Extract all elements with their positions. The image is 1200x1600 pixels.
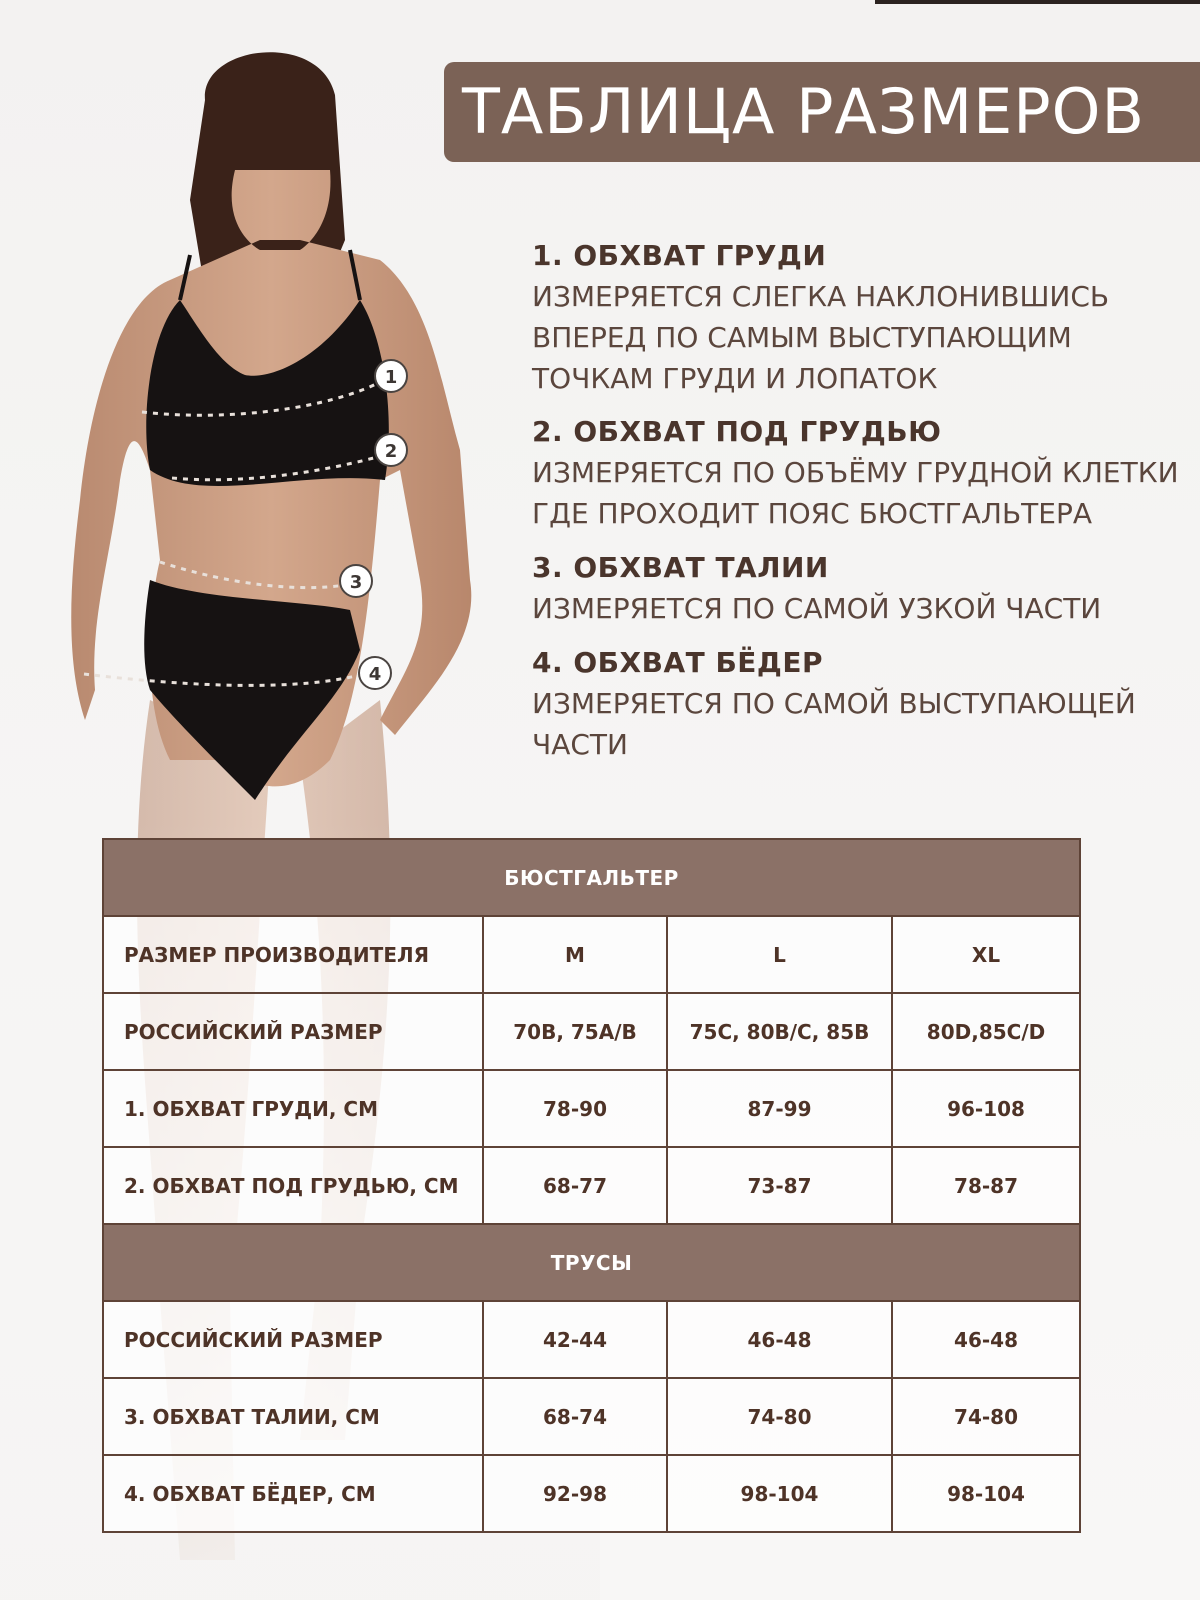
marker-2: 2 — [384, 441, 398, 462]
marker-3: 3 — [349, 572, 363, 593]
cell-value: 87-99 — [667, 1070, 892, 1147]
measure-heading: 3. ОБХВАТ ТАЛИИ — [532, 551, 829, 584]
cell-value: 74-80 — [892, 1378, 1080, 1455]
cell-value: 98-104 — [892, 1455, 1080, 1532]
section-title-bra: БЮСТГАЛЬТЕР — [103, 839, 1080, 916]
row-label: 3. ОБХВАТ ТАЛИИ, СМ — [103, 1378, 483, 1455]
row-label: 4. ОБХВАТ БЁДЕР, СМ — [103, 1455, 483, 1532]
cell-value: 78-87 — [892, 1147, 1080, 1224]
measure-block-3 — [532, 548, 1192, 629]
measure-text: ИЗМЕРЯЕТСЯ ПО САМОЙ УЗКОЙ ЧАСТИ — [532, 592, 1102, 625]
cell-value: 73-87 — [667, 1147, 892, 1224]
cell-value: 80D,85C/D — [892, 993, 1080, 1070]
cell-value: XL — [892, 916, 1080, 993]
cell-value: 75C, 80B/C, 85B — [667, 993, 892, 1070]
cell-value: 74-80 — [667, 1378, 892, 1455]
cell-value: 92-98 — [483, 1455, 667, 1532]
page-title: ТАБЛИЦА РАЗМЕРОВ — [462, 75, 1146, 148]
measure-text: ЧАСТИ — [532, 728, 628, 761]
table-row — [103, 1070, 1080, 1147]
row-label: РОССИЙСКИЙ РАЗМЕР — [103, 993, 483, 1070]
measure-heading: 2. ОБХВАТ ПОД ГРУДЬЮ — [532, 415, 942, 448]
measure-text: ТОЧКАМ ГРУДИ И ЛОПАТОК — [532, 362, 938, 395]
table-row — [103, 916, 1080, 993]
marker-1: 1 — [384, 367, 398, 388]
cell-value: 46-48 — [892, 1301, 1080, 1378]
measure-heading: 1. ОБХВАТ ГРУДИ — [532, 239, 827, 272]
cell-value: 78-90 — [483, 1070, 667, 1147]
table-row — [103, 1378, 1080, 1455]
row-label: 1. ОБХВАТ ГРУДИ, СМ — [103, 1070, 483, 1147]
cell-value: 46-48 — [667, 1301, 892, 1378]
table-section-panties — [103, 1224, 1080, 1301]
cell-value: 68-74 — [483, 1378, 667, 1455]
top-dark-strip — [875, 0, 1200, 4]
title-banner — [444, 62, 1200, 162]
size-table — [102, 838, 1081, 1533]
cell-value: L — [667, 916, 892, 993]
measure-block-2 — [532, 412, 1192, 534]
table-section-bra — [103, 839, 1080, 916]
measure-text: ГДЕ ПРОХОДИТ ПОЯС БЮСТГАЛЬТЕРА — [532, 497, 1092, 530]
cell-value: 68-77 — [483, 1147, 667, 1224]
measure-text: ИЗМЕРЯЕТСЯ СЛЕГКА НАКЛОНИВШИСЬ — [532, 280, 1110, 313]
measure-text: ИЗМЕРЯЕТСЯ ПО ОБЪЁМУ ГРУДНОЙ КЛЕТКИ — [532, 456, 1179, 489]
table-row — [103, 1147, 1080, 1224]
cell-value: 96-108 — [892, 1070, 1080, 1147]
table-row — [103, 1455, 1080, 1532]
measure-block-4 — [532, 643, 1192, 765]
table-row — [103, 1301, 1080, 1378]
row-label: РОССИЙСКИЙ РАЗМЕР — [103, 1301, 483, 1378]
cell-value: 42-44 — [483, 1301, 667, 1378]
row-label: РАЗМЕР ПРОИЗВОДИТЕЛЯ — [103, 916, 483, 993]
row-label: 2. ОБХВАТ ПОД ГРУДЬЮ, СМ — [103, 1147, 483, 1224]
cell-value: 98-104 — [667, 1455, 892, 1532]
section-title-panties: ТРУСЫ — [103, 1224, 1080, 1301]
measure-text: ИЗМЕРЯЕТСЯ ПО САМОЙ ВЫСТУПАЮЩЕЙ — [532, 687, 1136, 720]
measure-heading: 4. ОБХВАТ БЁДЕР — [532, 646, 824, 679]
table-row — [103, 993, 1080, 1070]
measure-text: ВПЕРЕД ПО САМЫМ ВЫСТУПАЮЩИМ — [532, 321, 1072, 354]
marker-4: 4 — [368, 664, 382, 685]
measure-block-1 — [532, 236, 1192, 399]
cell-value: M — [483, 916, 667, 993]
cell-value: 70B, 75A/B — [483, 993, 667, 1070]
